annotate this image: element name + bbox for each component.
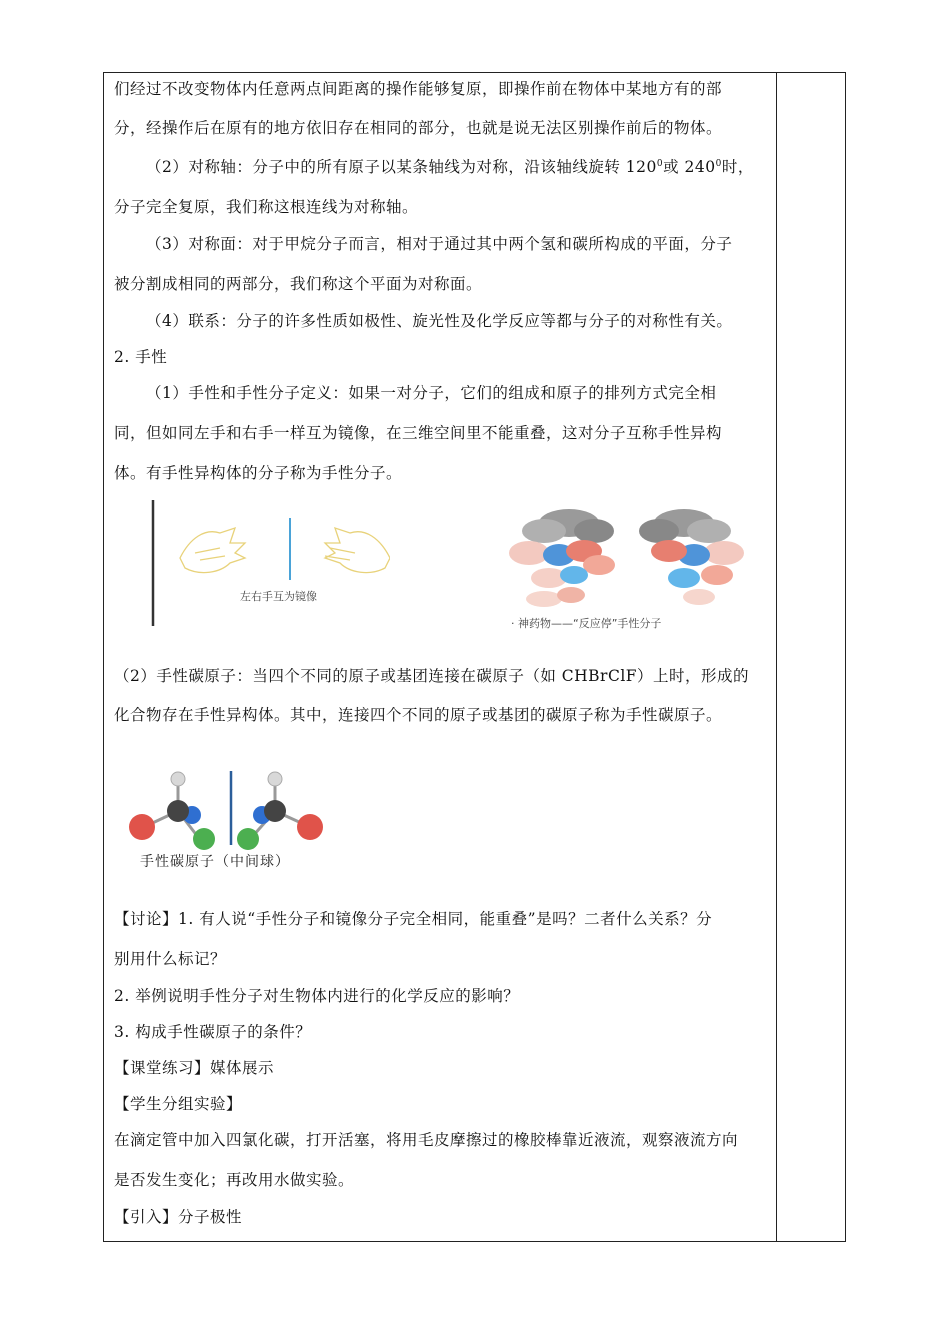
paragraph-line: 3. 构成手性碳原子的条件？ bbox=[114, 1023, 312, 1041]
paragraph-line: 是否发生变化；再改用水做实验。 bbox=[114, 1171, 355, 1189]
thalidomide-figure bbox=[489, 503, 769, 633]
paragraph-line: 分，经操作后在原有的地方依旧存在相同的部分，也就是说无法区别操作前后的物体。 bbox=[114, 119, 723, 137]
molecule-left bbox=[129, 772, 215, 850]
chiral-carbon-models bbox=[120, 763, 330, 853]
molecule-model-right bbox=[639, 509, 744, 605]
paragraph-line: 们经过不改变物体内任意两点间距离的操作能够复原，即操作前在物体中某地方有的部 bbox=[114, 80, 723, 98]
paragraph-line: 【引入】分子极性 bbox=[114, 1208, 243, 1226]
paragraph-line: 2. 举例说明手性分子对生物体内进行的化学反应的影响？ bbox=[114, 987, 520, 1005]
paragraph-line: 同，但如同左手和右手一样互为镜像，在三维空间里不能重叠，这对分子互称手性异构 bbox=[114, 424, 723, 442]
molecule-model-left bbox=[509, 509, 615, 607]
superscript: 0 bbox=[715, 159, 722, 169]
hands-caption: 左右手互为镜像 bbox=[240, 590, 317, 603]
paragraph-line: （3）对称面：对于甲烷分子而言，相对于通过其中两个氢和碳所构成的平面，分子 bbox=[146, 235, 733, 253]
molecule-right bbox=[237, 772, 323, 850]
left-hand-icon bbox=[180, 528, 245, 573]
paragraph-line: 体。有手性异构体的分子称为手性分子。 bbox=[114, 464, 403, 482]
paragraph-line: （2）手性碳原子：当四个不同的原子或基团连接在碳原子（如 CHBrClF）上时，形成的 bbox=[114, 667, 750, 685]
section-heading: 2. 手性 bbox=[114, 348, 168, 366]
text-segment: 时， bbox=[721, 158, 754, 176]
paragraph-line: （4）联系：分子的许多性质如极性、旋光性及化学反应等都与分子的对称性有关。 bbox=[146, 312, 733, 330]
text-segment: （2）对称轴：分子中的所有原子以某条轴线为对称，沿该轴线旋转 120 bbox=[146, 158, 657, 176]
thalidomide-models bbox=[489, 503, 769, 608]
thalidomide-caption: · 神药物——“反应停”手性分子 bbox=[511, 617, 662, 630]
text-segment: 或 240 bbox=[663, 158, 716, 176]
paragraph-line: 被分割成相同的两部分，我们称这个平面为对称面。 bbox=[114, 275, 483, 293]
symmetry-axis-line bbox=[114, 157, 801, 177]
paragraph-line: 分子完全复原，我们称这根连线为对称轴。 bbox=[114, 198, 419, 216]
hands-mirror-illustration bbox=[150, 498, 390, 628]
discussion-line: 【讨论】1. 有人说“手性分子和镜像分子完全相同，能重叠”是吗？二者什么关系？分 bbox=[114, 910, 713, 928]
chiral-carbon-figure bbox=[120, 763, 330, 878]
paragraph-line: 【课堂练习】媒体展示 bbox=[114, 1059, 275, 1077]
content-table bbox=[103, 72, 846, 1242]
paragraph-line: 化合物存在手性异构体。其中，连接四个不同的原子或基团的碳原子称为手性碳原子。 bbox=[114, 706, 723, 724]
hands-mirror-figure bbox=[150, 498, 390, 628]
right-hand-icon bbox=[325, 528, 390, 573]
paragraph-line: （1）手性和手性分子定义：如果一对分子，它们的组成和原子的排列方式完全相 bbox=[146, 384, 717, 402]
superscript: 0 bbox=[656, 159, 664, 169]
paragraph-line: 在滴定管中加入四氯化碳，打开活塞，将用毛皮摩擦过的橡胶棒靠近液流，观察液流方向 bbox=[114, 1131, 739, 1149]
paragraph-line: 别用什么标记？ bbox=[114, 950, 227, 968]
paragraph-line: 【学生分组实验】 bbox=[114, 1095, 243, 1113]
carbon-caption: 手性碳原子（中间球） bbox=[140, 854, 290, 870]
